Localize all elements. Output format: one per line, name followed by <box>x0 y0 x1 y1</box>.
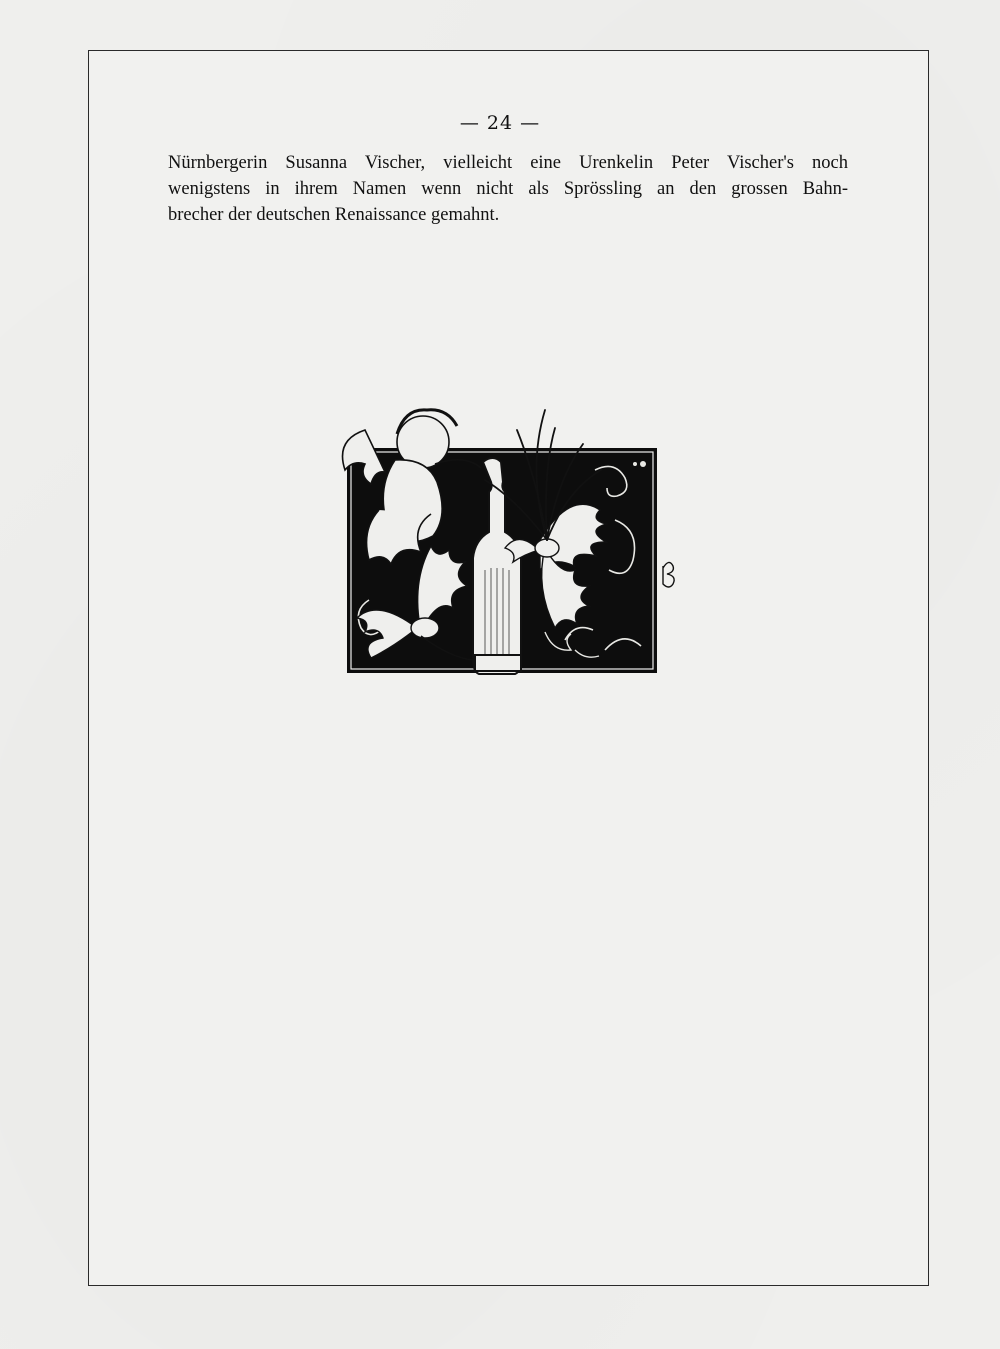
text-line: brecher der deutschen Renaissance gemahnt. <box>168 205 500 225</box>
body-paragraph <box>168 150 848 228</box>
page-number: — 24 — <box>459 112 541 134</box>
text-line: wenigstens in ihrem Namen wenn nicht als Sprössling an den grossen Bahn- <box>168 179 848 199</box>
text-line: Nürnbergerin Susanna Vischer, vielleicht eine Urenkelin Peter Vischer's noch <box>168 153 848 173</box>
decorative-vignette <box>325 400 685 685</box>
artist-monogram-icon <box>663 562 674 587</box>
